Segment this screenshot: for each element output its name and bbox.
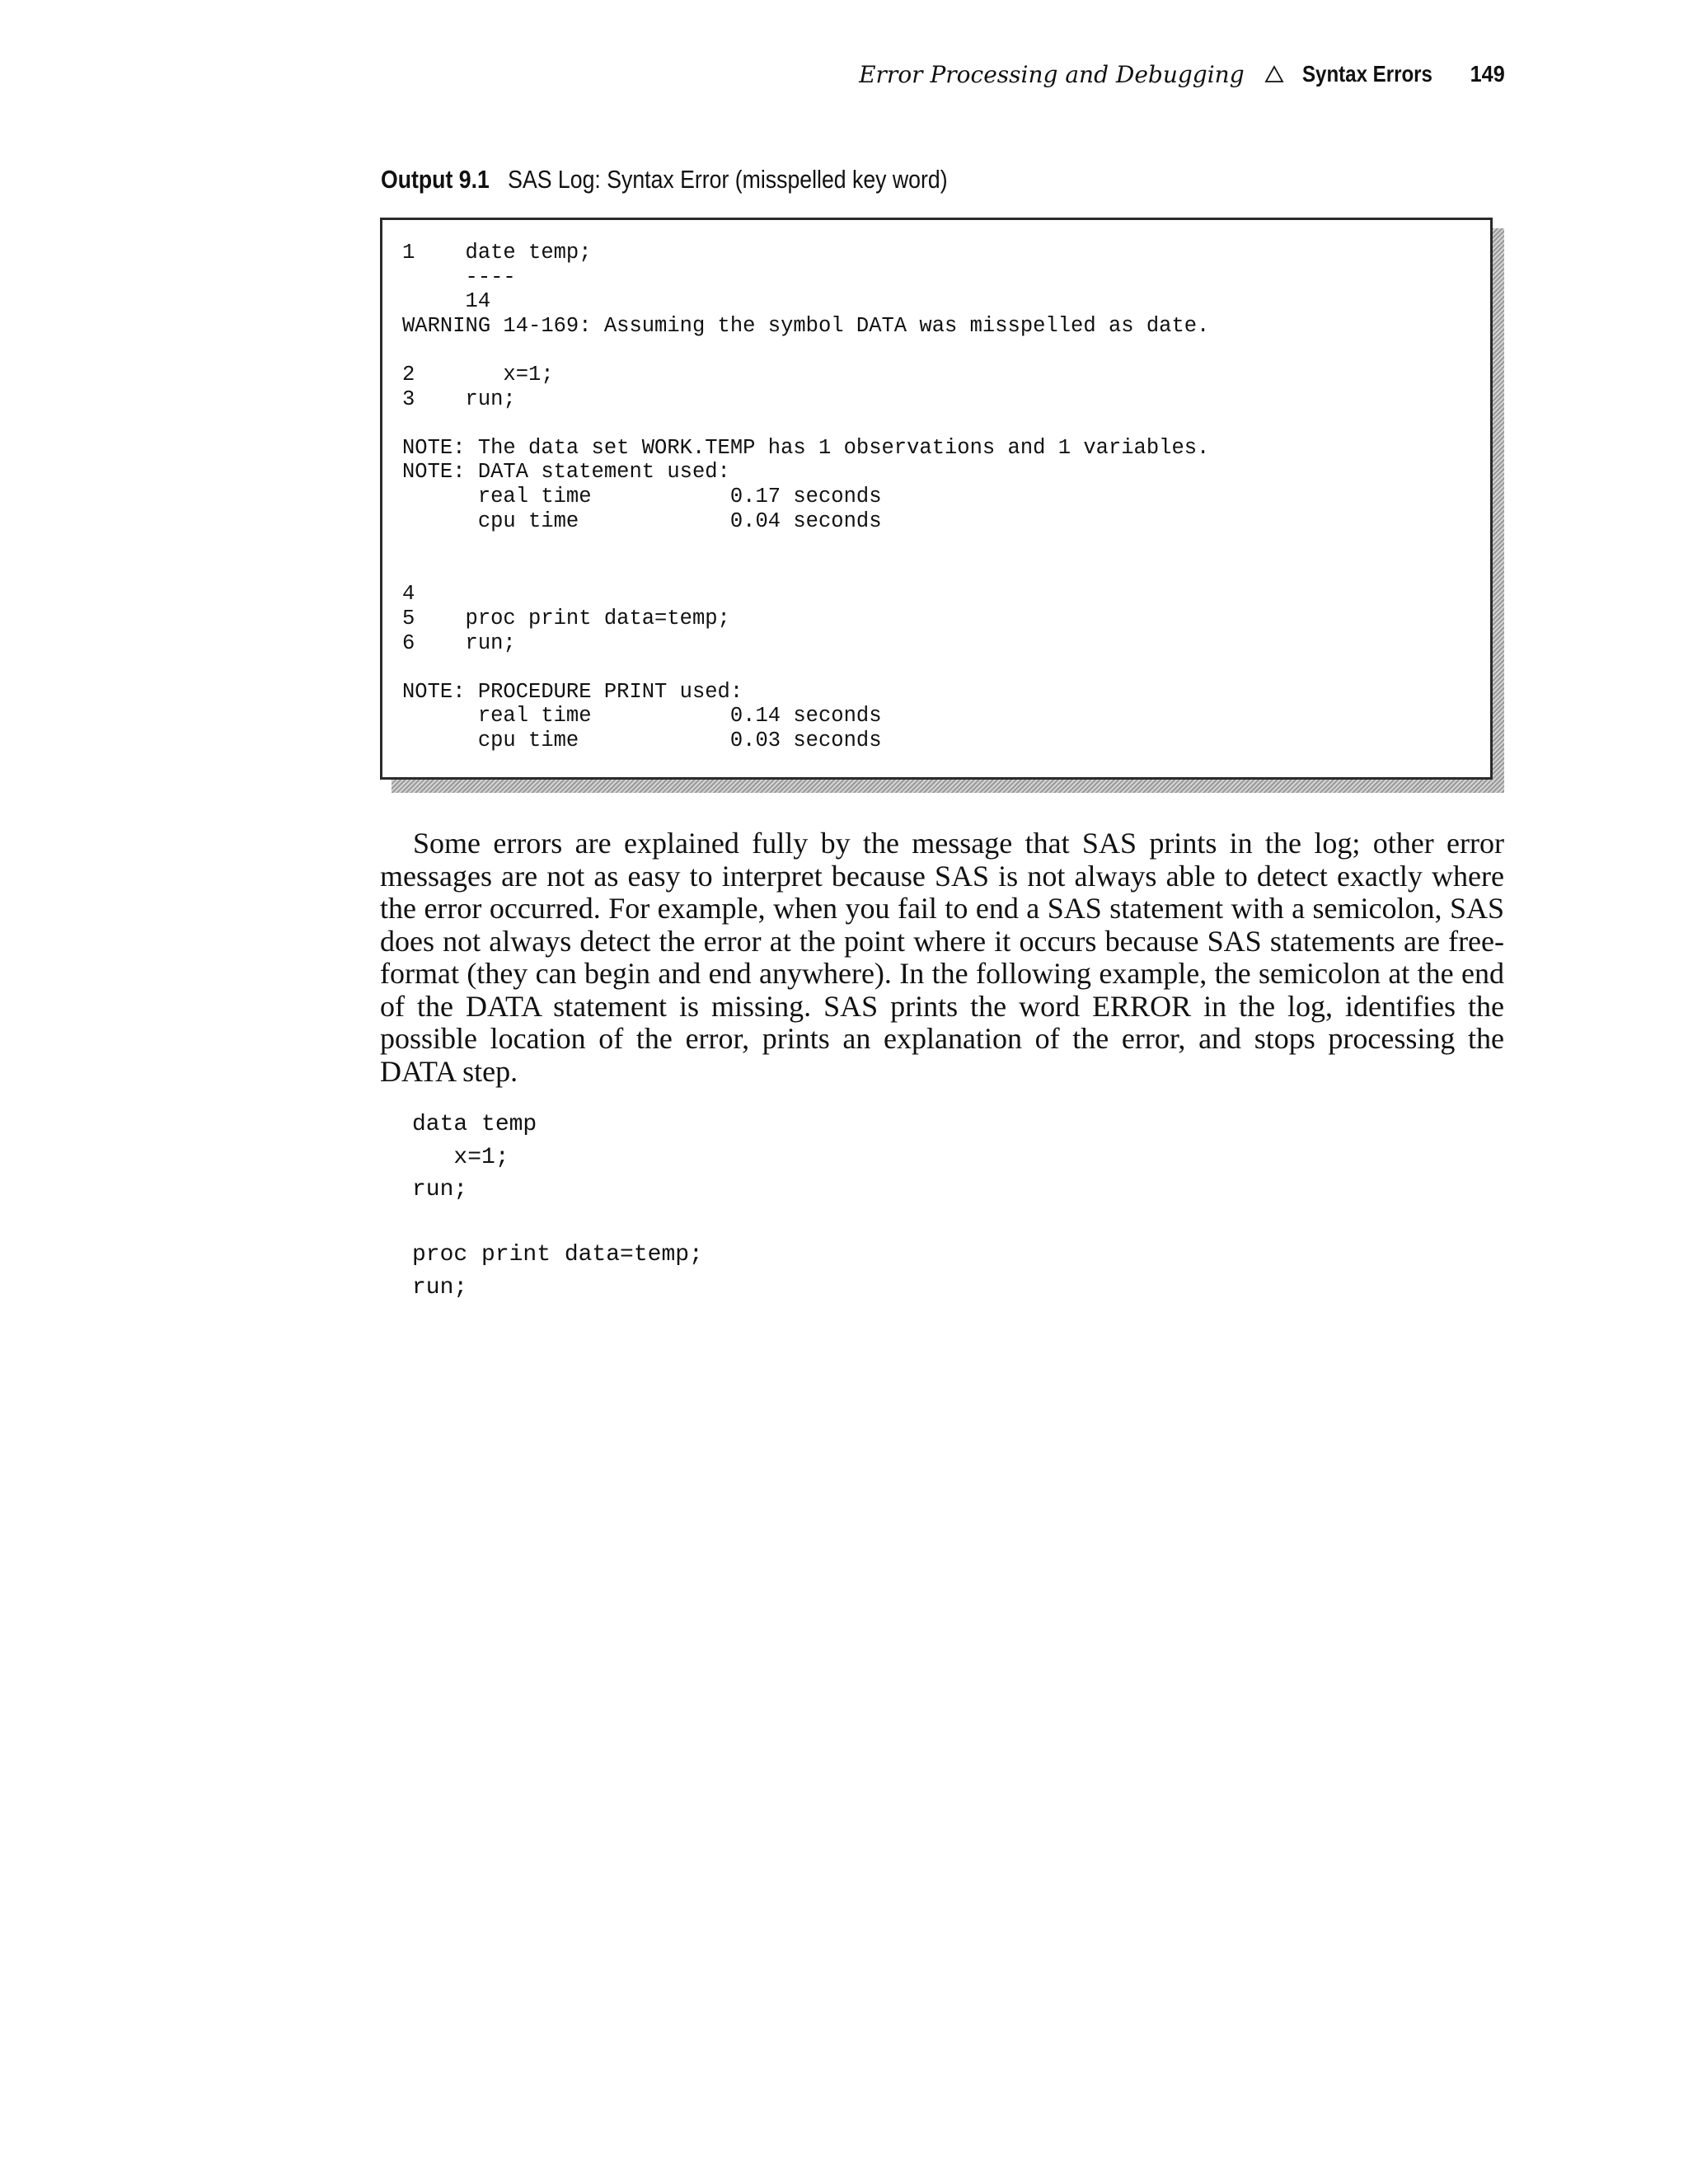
output-number: Output 9.1: [381, 165, 490, 194]
running-head: [859, 58, 1505, 91]
sas-log-box: [380, 218, 1493, 780]
paragraph-text: Some errors are explained fully by the message that SAS prints in the log; other error messages are not as easy to interpret because SAS is not always able to detect exactly where the error occurred. For example, when you fail to end a SAS statement with a semicolon, SAS does not always detect the error at the point where it occurs because SAS statements are free-format (they can begin and end anywhere). In the following example, the semicolon at the end of the DATA statement is missing. SAS prints the word ERROR in the log, identifies the possible location of the error, prints an explanation of the error, and stops processing the DATA step.: [380, 827, 1504, 1088]
sas-log-text: 1 date temp; ---- 14 WARNING 14-169: Assuming the symbol DATA was misspelled as date. 2 x=1; 3 run; NOTE: The data set WORK.TEMP has 1 observations and 1 variables. NOTE: DATA statement used: real time 0.17 seconds cpu time 0.04 seconds 4 5 proc print data=temp; 6 run; NOTE: PROCEDURE PRINT used: real time 0.14 seconds cpu time 0.03 seconds: [402, 241, 1210, 752]
section-title: Syntax Errors: [1301, 61, 1432, 87]
code-example: data temp x=1; run; proc print data=temp; run;: [412, 1112, 703, 1301]
body-paragraph: [380, 827, 1504, 1088]
output-caption: [381, 165, 948, 194]
triangle-outline-icon: [1264, 64, 1284, 84]
output-title: SAS Log: Syntax Error (misspelled key word): [508, 165, 948, 194]
page-number: 149: [1470, 61, 1505, 87]
chapter-title: Error Processing and Debugging: [859, 60, 1245, 88]
